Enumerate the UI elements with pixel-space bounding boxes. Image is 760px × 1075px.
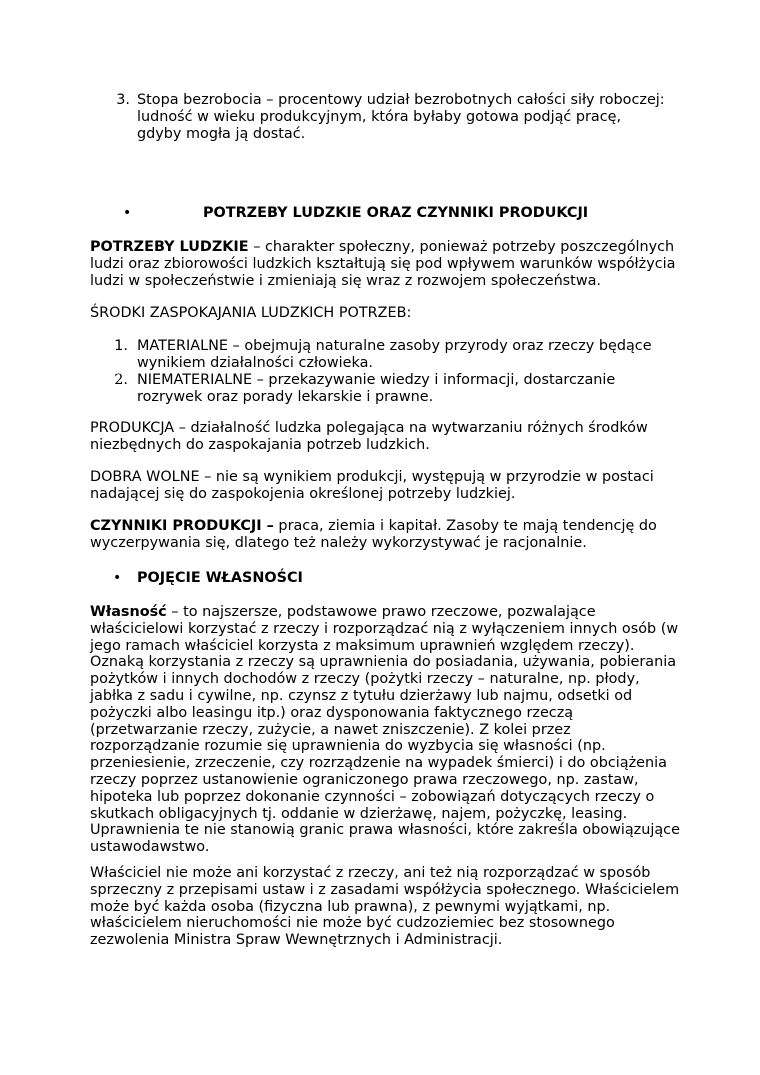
term-factors: CZYNNIKI PRODUKCJI – [90, 518, 274, 534]
paragraph-needs [90, 239, 680, 289]
list-number: 1. [114, 338, 128, 354]
list-number: 3. [116, 92, 130, 108]
term-needs: POTRZEBY LUDZKIE [90, 239, 249, 255]
list-item-material: MATERIALNE – obejmują naturalne zasoby przyrody oraz rzeczy będące wynikiem działalności człowieka. [137, 338, 652, 371]
list-item-unemployment: Stopa bezrobocia – procentowy udział bezrobotnych całości siły roboczej: ludność w wieku produkcyjnym, która byłaby gotowa podjąć pracę, gdyby mogła ją dostać. [137, 92, 665, 142]
paragraph-factors-text: praca, ziemia i kapitał. Zasoby te mają tendencję do wyczerpywania się, dlatego też należy wykorzystywać je racjonalnie. [90, 518, 657, 551]
section-heading-needs: POTRZEBY LUDZKIE ORAZ CZYNNIKI PRODUKCJI [203, 205, 589, 221]
paragraph-ownership-text: – to najszersze, podstawowe prawo rzeczowe, pozwalające właścicielowi korzystać z rzeczy i rozporządzać nią z wyłączeniem innych osób (w jego ramach właściciel korzysta z maksimum uprawnień względem rzeczy). Oznaką korzystania z rzeczy są uprawnienia do posiadania, używania, pobierania pożytków i innych dochodów z rzeczy (pożytki rzeczy – naturalne, np. płody, jabłka z sadu i cywilne, np. czynsz z tytułu dzierżawy lub najmu, odsetki od pożyczki albo leasingu itp.) oraz dysponowania faktycznego rzeczą (przetwarzanie rzeczy, zużycie, a nawet zniszczenie). Z kolei przez rozporządzanie rozumie się uprawnienia do wyzbycia się własności (np. przeniesienie, zrzeczenie, czy rozrządzenie na wypadek śmierci) i do obciążenia rzeczy poprzez ustanowienie ograniczonego prawa rzeczowego, np. zastaw, hipoteka lub poprzez dokonanie czynności – zobowiązań dotyczących rzeczy o skutkach obligacyjnych tj. oddanie w dzierżawę, najem, pożyczkę, leasing. Uprawnienia te nie stanowią granic prawa własności, które zakreśla obowiązujące ustawodawstwo. [90, 604, 680, 856]
paragraph-production: PRODUKCJA – działalność ludzka polegająca na wytwarzaniu różnych środków niezbędnych do zaspokajania potrzeb ludzkich. [90, 420, 648, 453]
paragraph-factors [90, 518, 680, 552]
bullet-icon: • [123, 205, 132, 221]
paragraph-ownership [90, 604, 680, 856]
paragraph-owner: Właściciel nie może ani korzystać z rzeczy, ani też nią rozporządzać w sposób sprzeczny z przepisami ustaw i z zasadami współżycia społecznego. Właścicielem może być każda osoba (fizyczna lub prawna), z pewnymi wyjątkami, np. właścicielem nieruchomości nie może być cudzoziemiec bez stosownego zezwolenia Ministra Spraw Wewnętrznych i Administracji. [90, 865, 680, 949]
list-number: 2. [114, 372, 128, 388]
bullet-icon: • [113, 570, 122, 586]
paragraph-needs-text: – charakter społeczny, ponieważ potrzeby poszczególnych ludzi oraz zbiorowości ludzkich kształtują się pod wpływem warunków współżycia ludzi w społeczeństwie i zmieniają się wraz z rozwojem społeczeństwa. [90, 239, 676, 289]
paragraph-free-goods: DOBRA WOLNE – nie są wynikiem produkcji, występują w przyrodzie w postaci nadającej się do zaspokojenia określonej potrzeby ludzkiej. [90, 469, 654, 502]
means-heading: ŚRODKI ZASPOKAJANIA LUDZKICH POTRZEB: [90, 305, 412, 321]
list-item-immaterial: NIEMATERIALNE – przekazywanie wiedzy i informacji, dostarczanie rozrywek oraz porady lekarskie i prawne. [137, 372, 616, 405]
section-heading-ownership: POJĘCIE WŁASNOŚCI [137, 570, 303, 586]
term-ownership: Własność [90, 604, 167, 620]
